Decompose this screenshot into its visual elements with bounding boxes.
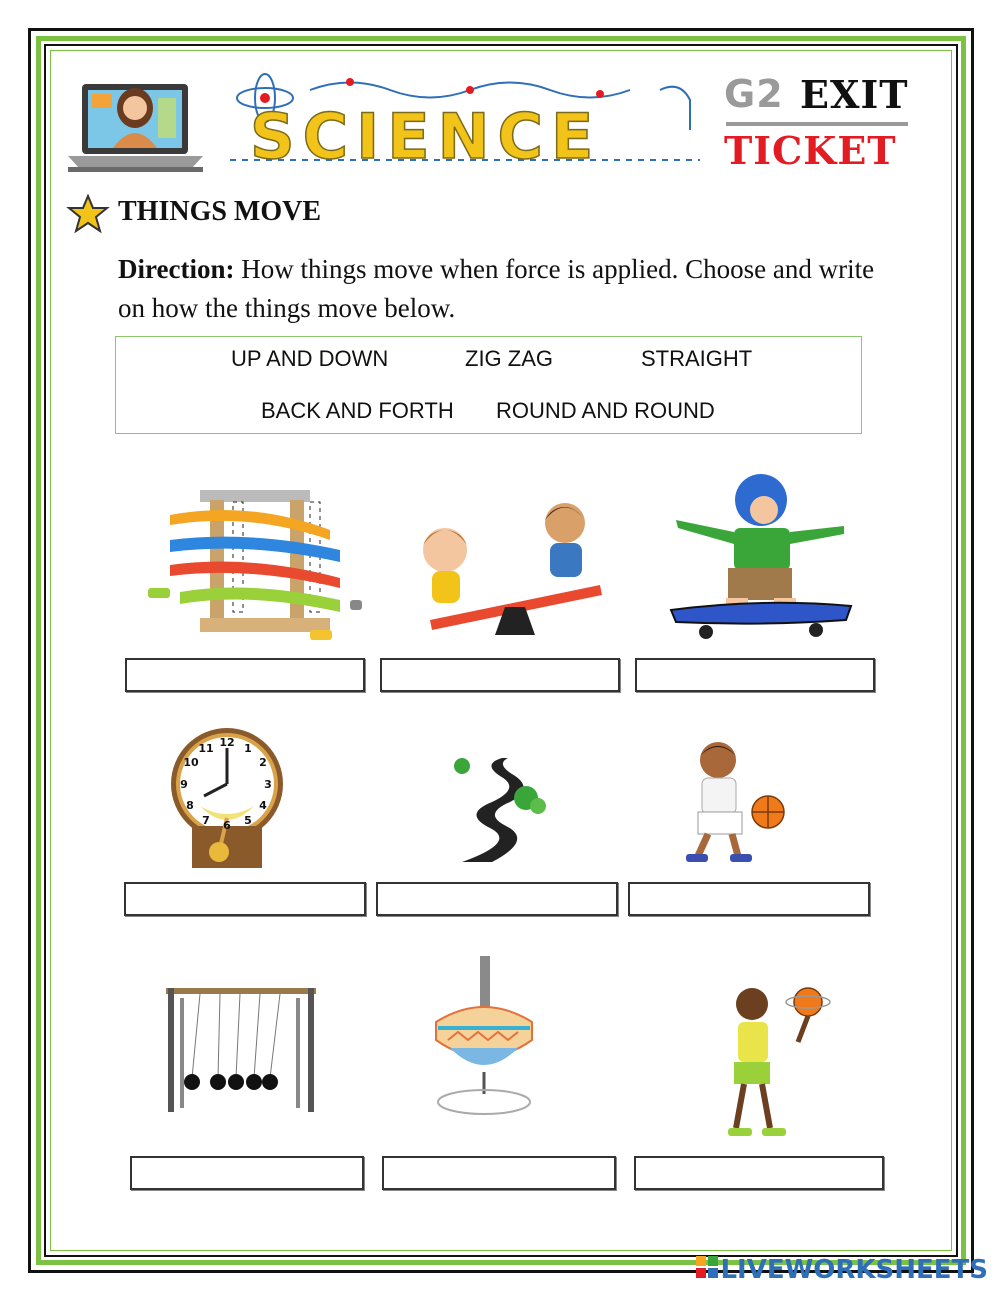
word-up-and-down: UP AND DOWN [231,346,389,371]
answer-box-7[interactable] [130,1156,364,1190]
toy-car-ramp-picture [140,470,362,650]
answer-box-6[interactable] [628,882,870,916]
liveworksheets-logo-icon [696,1256,720,1282]
word-round-and-round: ROUND AND ROUND [496,398,715,423]
answer-box-4[interactable] [124,882,366,916]
science-title-art: SCIENCE [250,100,602,173]
answer-box-5[interactable] [376,882,618,916]
star-icon [66,194,110,234]
exit-label: EXIT [800,72,909,117]
skateboard-boy-picture [666,470,856,646]
word-zig-zag: ZIG ZAG [465,346,553,371]
clock-number-9: 9 [180,778,188,791]
title-divider [726,122,908,126]
spinning-top-picture [428,952,540,1122]
direction-body: How things move when force is applied. Choose and write on how the things move below. [118,254,875,323]
liveworksheets-brand[interactable]: LIVEWORKSHEETS [720,1255,988,1285]
clock-number-3: 3 [264,778,272,791]
pendulum-clock-picture [162,726,292,868]
answer-box-8[interactable] [382,1156,616,1190]
clock-number-12: 12 [219,736,235,749]
zigzag-road-picture [442,752,548,864]
grade-label: G2 [724,72,784,116]
clock-number-4: 4 [259,799,267,812]
direction-text [118,250,898,328]
clock-number-6: 6 [223,819,231,832]
word-straight: STRAIGHT [641,346,753,371]
seesaw-picture [400,495,620,645]
dribbling-boy-picture [668,738,792,866]
laptop-teacher-icon [68,68,203,174]
answer-box-2[interactable] [380,658,620,692]
answer-box-1[interactable] [125,658,365,692]
clock-number-11: 11 [198,742,214,755]
clock-number-10: 10 [183,756,199,769]
answer-box-3[interactable] [635,658,875,692]
clock-number-2: 2 [259,756,267,769]
spinning-ball-boy-picture [714,978,834,1148]
science-banner [220,70,720,180]
direction-label: Direction: [118,254,235,284]
clock-number-8: 8 [186,799,194,812]
answer-box-9[interactable] [634,1156,884,1190]
newtons-cradle-picture [160,982,320,1114]
clock-number-7: 7 [202,814,210,827]
section-title: THINGS MOVE [118,196,322,227]
word-back-and-forth: BACK AND FORTH [261,398,454,423]
clock-number-1: 1 [244,742,252,755]
clock-number-5: 5 [244,814,252,827]
ticket-label: TICKET [724,128,897,173]
